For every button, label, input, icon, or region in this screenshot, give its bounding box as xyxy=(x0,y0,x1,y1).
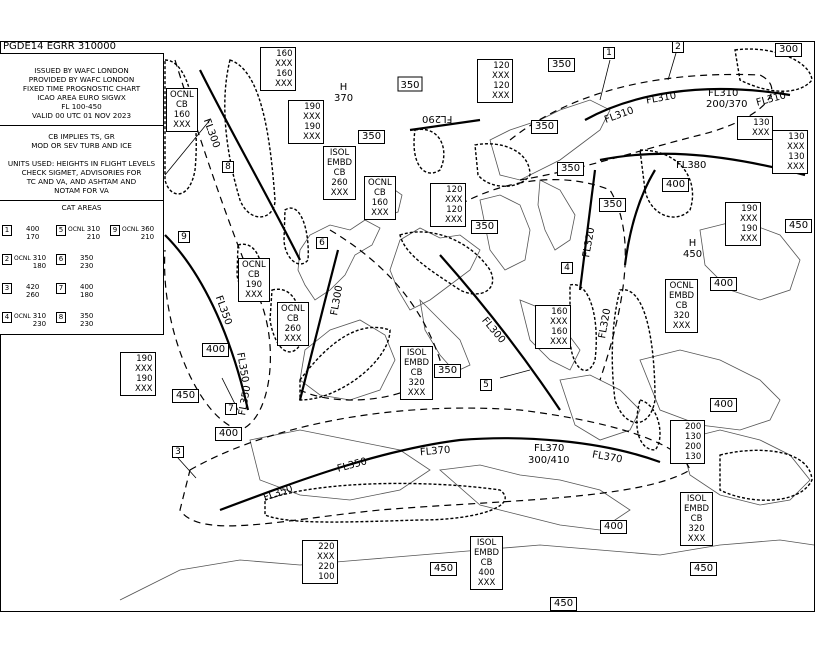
issuer-line: FL 100-450 xyxy=(61,102,102,111)
turb-ice-box: 120 XXX 120 XXX xyxy=(430,183,466,227)
cb-box: ISOL EMBD CB 260 XXX xyxy=(323,146,356,200)
jet-label: FL350 xyxy=(234,351,251,384)
turb-ice-box: 190 XXX 190 XXX xyxy=(288,100,324,144)
cat-number: 8 xyxy=(222,161,234,173)
jet-label: FL350 xyxy=(336,456,369,475)
turb-ice-box: 130 XXX xyxy=(737,116,773,140)
cat-legend-6: 6 350 230 xyxy=(56,254,93,270)
jet-label: FL290 xyxy=(422,113,453,124)
note-line xyxy=(2,150,161,159)
turb-ice-box: 200 130 200 130 xyxy=(670,420,705,464)
tropo-box xyxy=(398,77,422,91)
note-line: CHECK SIGMET, ADVISORIES FOR xyxy=(21,168,142,177)
tropo-box: 400 xyxy=(710,277,737,291)
tropo-box: 400 xyxy=(600,520,627,534)
cat-number: 1 xyxy=(603,47,615,59)
jet-label: FL300 xyxy=(479,315,508,346)
cb-box: OCNL CB 160 XXX xyxy=(364,176,396,220)
jet-label: FL310 xyxy=(755,90,788,109)
cat-number: 7 xyxy=(225,403,237,415)
cat-number: 5 xyxy=(480,379,492,391)
cb-box: OCNL CB 160 XXX xyxy=(166,88,198,132)
jet-depth: 200/370 xyxy=(706,99,748,110)
jet-label: FL350 xyxy=(262,483,295,504)
cat-legend-3: 3 420 260 xyxy=(2,283,39,299)
cat-legend-2: 2 OCNL 310 180 xyxy=(2,254,46,270)
tropopause-boxes xyxy=(398,77,422,91)
tropo-box: 300 xyxy=(775,43,802,57)
cat-number: 4 xyxy=(561,262,573,274)
turb-ice-box: 160 XXX 160 XXX xyxy=(260,47,296,91)
jet-label: FL380 xyxy=(676,160,707,171)
jet-label: FL370 xyxy=(591,449,624,466)
tropo-box: 450 xyxy=(690,562,717,576)
tropo-box: 350 xyxy=(434,364,461,378)
jet-label: FL370 xyxy=(419,444,451,459)
turb-ice-box: 120 XXX 120 XXX xyxy=(477,59,513,103)
tropo-box: 450 xyxy=(550,597,577,611)
cb-box: OCNL CB 190 XXX xyxy=(238,258,270,302)
tropo-box: 450 xyxy=(430,562,457,576)
cat-areas-title: CAT AREAS xyxy=(61,203,102,212)
tropo-box: 350 xyxy=(531,120,558,134)
turb-ice-box: 220 XXX 220 100 xyxy=(302,540,338,584)
chart-id: PGDE14 EGRR 310000 xyxy=(3,41,117,52)
issuer-line: FIXED TIME PROGNOSTIC CHART xyxy=(22,84,141,93)
jet-label: FL310 xyxy=(708,88,739,99)
jet-label: FL310 xyxy=(645,90,678,107)
cat-legend-1: 1 400 170 xyxy=(2,225,39,241)
cat-legend-4: 4 OCNL 310 230 xyxy=(2,312,46,328)
tropo-box: 350 xyxy=(471,220,498,234)
high-pressure-centre: H 450 xyxy=(683,238,703,260)
jet-label: FL320 xyxy=(597,307,614,340)
cat-number: 3 xyxy=(172,446,184,458)
turb-ice-box: 160 XXX 160 XXX xyxy=(535,305,571,349)
cat-number: 2 xyxy=(672,41,684,53)
jet-label: FL300 xyxy=(329,284,346,317)
issuer-block xyxy=(0,54,163,126)
turb-ice-box: 130 XXX 130 XXX xyxy=(772,130,808,174)
cb-box: OCNL CB 260 XXX xyxy=(277,302,309,346)
turb-ice-box: 190 XXX 190 XXX xyxy=(725,202,761,246)
cb-box: ISOL EMBD CB 320 XXX xyxy=(680,492,713,546)
tropo-box: 350 xyxy=(548,58,575,72)
turb-ice-box: 190 XXX 190 XXX xyxy=(120,352,156,396)
issuer-line: ISSUED BY WAFC LONDON xyxy=(34,66,129,75)
tropo-box: 350 xyxy=(599,198,626,212)
tropo-box: 400 xyxy=(215,427,242,441)
issuer-line: ICAO AREA EURO SIGWX xyxy=(37,93,126,102)
jet-label: FL350 xyxy=(237,384,254,417)
svg-text:350: 350 xyxy=(400,80,420,91)
tropo-box: 400 xyxy=(662,178,689,192)
cat-legend-9: 9 OCNL 360 210 xyxy=(110,225,154,241)
jet-label: FL370 xyxy=(534,443,565,454)
jet-label: FL350 xyxy=(212,294,234,327)
note-line: MOD OR SEV TURB AND ICE xyxy=(31,141,132,150)
jet-label: FL300 xyxy=(200,117,222,150)
tropo-box: 350 xyxy=(557,162,584,176)
jet-label: FL320 xyxy=(581,226,598,259)
issuer-line: PROVIDED BY WAFC LONDON xyxy=(28,75,135,84)
cat-legend-5: 5 OCNL 310 210 xyxy=(56,225,100,241)
tropo-box: 400 xyxy=(202,343,229,357)
tropo-box: 350 xyxy=(358,130,385,144)
jet-depth: 300/410 xyxy=(528,455,570,466)
cat-legend-8: 8 350 230 xyxy=(56,312,93,328)
tropo-box: 450 xyxy=(172,389,199,403)
issuer-line: VALID 00 UTC 01 NOV 2023 xyxy=(31,111,132,120)
note-line: NOTAM FOR VA xyxy=(54,186,109,195)
jet-label: FL310 xyxy=(603,105,636,126)
cat-number: 6 xyxy=(316,237,328,249)
cb-box: OCNL EMBD CB 320 XXX xyxy=(665,279,698,333)
high-pressure-centre: H 370 xyxy=(334,82,354,104)
note-line: CB IMPLIES TS, GR xyxy=(48,132,115,141)
tropo-box: 450 xyxy=(785,219,812,233)
cat-legend-7: 7 400 180 xyxy=(56,283,93,299)
note-line: UNITS USED: HEIGHTS IN FLIGHT LEVELS xyxy=(7,159,156,168)
cb-box: ISOL EMBD CB 320 XXX xyxy=(400,346,433,400)
note-line: TC AND VA, AND ASHTAM AND xyxy=(26,177,137,186)
tropo-box: 400 xyxy=(710,398,737,412)
cb-box: ISOL EMBD CB 400 XXX xyxy=(470,536,503,590)
notes-block xyxy=(0,126,163,201)
cat-number: 9 xyxy=(178,231,190,243)
